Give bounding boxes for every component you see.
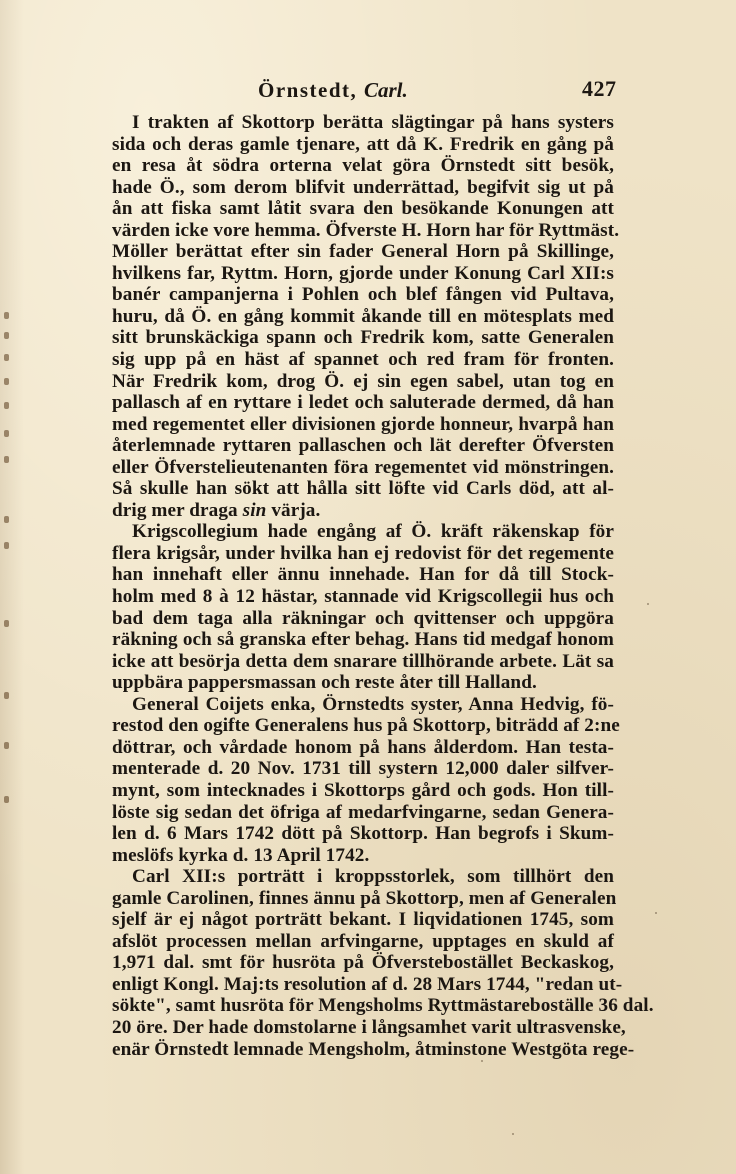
running-head-given-name: Carl. [364,78,408,102]
page-edge-marks [0,280,14,840]
text-line: sjelf är ej något porträtt bekant. I liqvidationen 1745, som [112,909,614,931]
text-line: mynt, som intecknades i Skottorps gård och gods. Hon till- [112,779,614,801]
text-line: afslöt processen mellan arfvingarne, upptages en skuld af [112,930,614,952]
paper-speck [647,603,649,605]
page-header [0,72,736,106]
text-line: enligt Kongl. Maj:ts resolution af d. 28 Mars 1744, "redan ut- [112,973,623,995]
text-line: gamle Carolinen, finnes ännu på Skottorp, men af Generalen [112,887,617,909]
text-line: återlemnade ryttaren pallaschen och lät derefter Öfversten [112,435,614,457]
text-line: med regementet eller divisionen gjorde honneur, hvarpå han [112,413,614,435]
text-line: meslöfs kyrka d. 13 April 1742. [112,844,370,866]
text-line: 20 öre. Der hade domstolarne i långsamhet varit ultrasvenske, [112,1016,626,1038]
text-line: General Coijets enka, Örnstedts syster, Anna Hedvig, fö- [132,693,614,715]
text-line: sökte", samt husröta för Mengsholms Ryttmästareboställe 36 dal. [112,995,654,1017]
text-line: När Fredrik kom, drog Ö. ej sin egen sabel, utan tog en [112,370,614,392]
text-line: Möller berättat efter sin fader General Horn på Skillinge, [112,241,614,263]
paper-speck [481,1060,483,1062]
text-line: värden icke vore hemma. Öfverste H. Horn har för Ryttmäst. [112,219,620,241]
paper-speck [512,1133,514,1135]
text-line: 1,971 dal. smt för husröta på Öfverstebostället Beckaskog, [112,952,614,974]
text-line: han innehaft eller ännu innehade. Han for då till Stock- [112,564,614,586]
text-line: löste sig sedan det öfriga af medarfvingarne, sedan Genera- [112,801,614,823]
text-line: döttrar, och vårdade honom på hans ålderdom. Han testa- [112,736,614,758]
text-line: uppbära pappersmassan och reste åter till Halland. [112,672,537,694]
text-line: restod den ogifte Generalens hus på Skottorp, biträdd af 2:ne [112,715,620,737]
text-line: sida och deras gamle tjenare, att då K. Fredrik en gång på [112,133,614,155]
text-line: hvilkens far, Ryttm. Horn, gjorde under Konung Carl XII:s [112,262,614,284]
body-text [112,112,654,1060]
text-line: Så skulle han sökt att hålla sitt löfte vid Carls död, att al- [112,478,614,500]
text-line: I trakten af Skottorp berätta slägtingar på hans systers [132,112,614,133]
paper-speck [655,912,657,914]
text-line: räkning och så granska efter behag. Hans tid medgaf honom [112,629,614,651]
text-line: en resa åt södra orterna velat göra Örnstedt sitt besök, [112,155,614,177]
text-line: sig upp på en häst af spannet och red fram för fronten. [112,349,614,371]
text-line: hade Ö., som derom blifvit underrättad, begifvit sig ut på [112,176,614,198]
running-head [258,78,408,103]
text-line: ån att fiska samt låtit svara den besökande Konungen att [112,198,614,220]
text-line: huru, då Ö. en gång kommit åkande till en mötesplats med [112,305,614,327]
text-line: pallasch af en ryttare i ledet och saluterade dermed, då han [112,392,614,414]
page-number: 427 [582,76,617,101]
text-line: banér campanjerna i Pohlen och blef fången vid Pultava, [112,284,614,306]
text-line: holm med 8 à 12 hästar, stannade vid Krigscollegii hus och [112,586,614,608]
text-line: Carl XII:s porträtt i kroppsstorlek, som tillhört den [132,866,614,888]
text-line: Krigscollegium hade engång af Ö. kräft räkenskap för [132,521,614,543]
text-line: menterade d. 20 Nov. 1731 till systern 12,000 daler silfver- [112,758,614,780]
text-line: enär Örnstedt lemnade Mengsholm, åtminstone Westgöta rege- [112,1038,635,1060]
text-line: flera krigsår, under hvilka han ej redovist för det regemente [112,542,614,564]
text-line: bad dem taga alla räkningar och qvittenser och uppgöra [112,607,614,629]
text-line: eller Öfverstelieutenanten föra regementet vid mönstringen. [112,456,614,478]
text-line: icke att besörja detta dem snarare tillhörande arbete. Lät sa [112,650,614,672]
text-line: drig mer draga sin värja. [112,499,321,521]
text-line: sitt brunskäckiga spann och Fredrik kom, satte Generalen [112,327,614,349]
text-line: len d. 6 Mars 1742 dött på Skottorp. Han begrofs i Skum- [112,823,614,845]
running-head-surname: Örnstedt, [258,78,358,102]
